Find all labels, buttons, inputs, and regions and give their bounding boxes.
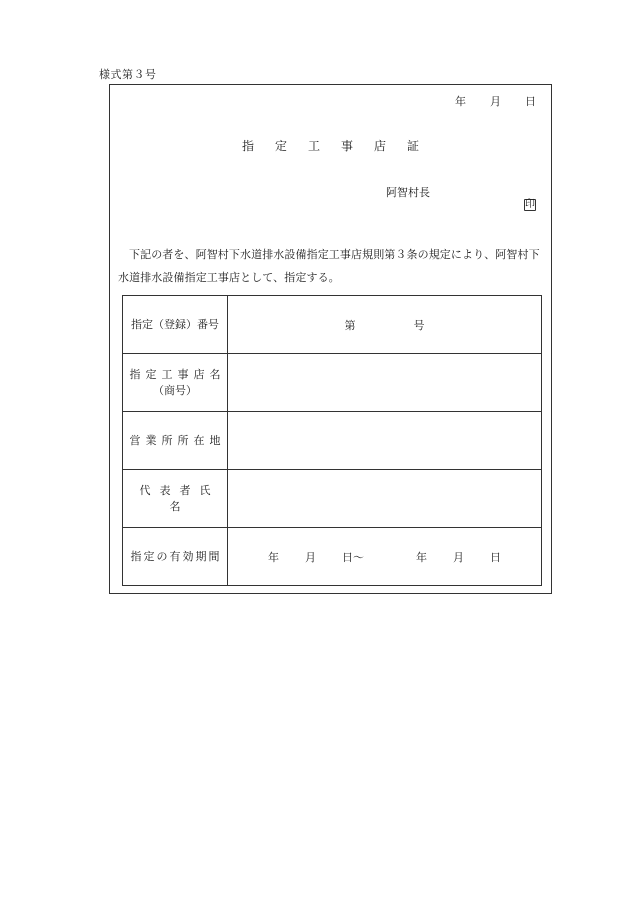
issuer-name: 阿智村長 xyxy=(386,186,430,199)
representative-label: 代表者氏名 xyxy=(123,470,228,528)
date-year: 年 xyxy=(455,95,466,108)
period-from-year: 年 xyxy=(268,550,279,564)
validity-period-label: 指定の有効期間 xyxy=(123,528,228,586)
period-to-year: 年 xyxy=(416,550,427,564)
certificate-frame xyxy=(109,84,552,594)
office-location-label: 営業所所在地 xyxy=(123,412,228,470)
registration-no-suffix: 号 xyxy=(413,318,425,332)
table-row xyxy=(123,528,542,586)
period-from-day: 日～ xyxy=(342,550,364,564)
registration-no-prefix: 第 xyxy=(344,318,356,332)
registration-number-value xyxy=(228,296,542,354)
office-location-value xyxy=(228,412,542,470)
shop-name-sub-label: （商号） xyxy=(153,383,197,397)
table-row xyxy=(123,470,542,528)
registration-number-label: 指定（登録）番号 xyxy=(123,296,228,354)
registration-table xyxy=(122,295,542,586)
table-row xyxy=(123,412,542,470)
period-to-month: 月 xyxy=(453,550,464,564)
shop-name-label: 指定工事店名 （商号） xyxy=(123,354,228,412)
representative-value xyxy=(228,470,542,528)
shop-name-value xyxy=(228,354,542,412)
validity-period-value xyxy=(228,528,542,586)
statement-text: 下記の者を、阿智村下水道排水設備指定工事店規則第３条の規定により、阿智村下水道排水設備指定工事店として、指定する。 xyxy=(118,248,540,284)
seal-mark: 印 xyxy=(525,199,535,210)
period-from-month: 月 xyxy=(305,550,316,564)
date-month: 月 xyxy=(490,95,501,108)
table-row xyxy=(123,354,542,412)
form-number: 様式第３号 xyxy=(99,68,157,81)
date-day: 日 xyxy=(525,95,536,108)
issue-date xyxy=(455,93,536,109)
table-row xyxy=(123,296,542,354)
certificate-title: 指定工事店証 xyxy=(241,139,440,153)
period-to-day: 日 xyxy=(490,550,501,564)
